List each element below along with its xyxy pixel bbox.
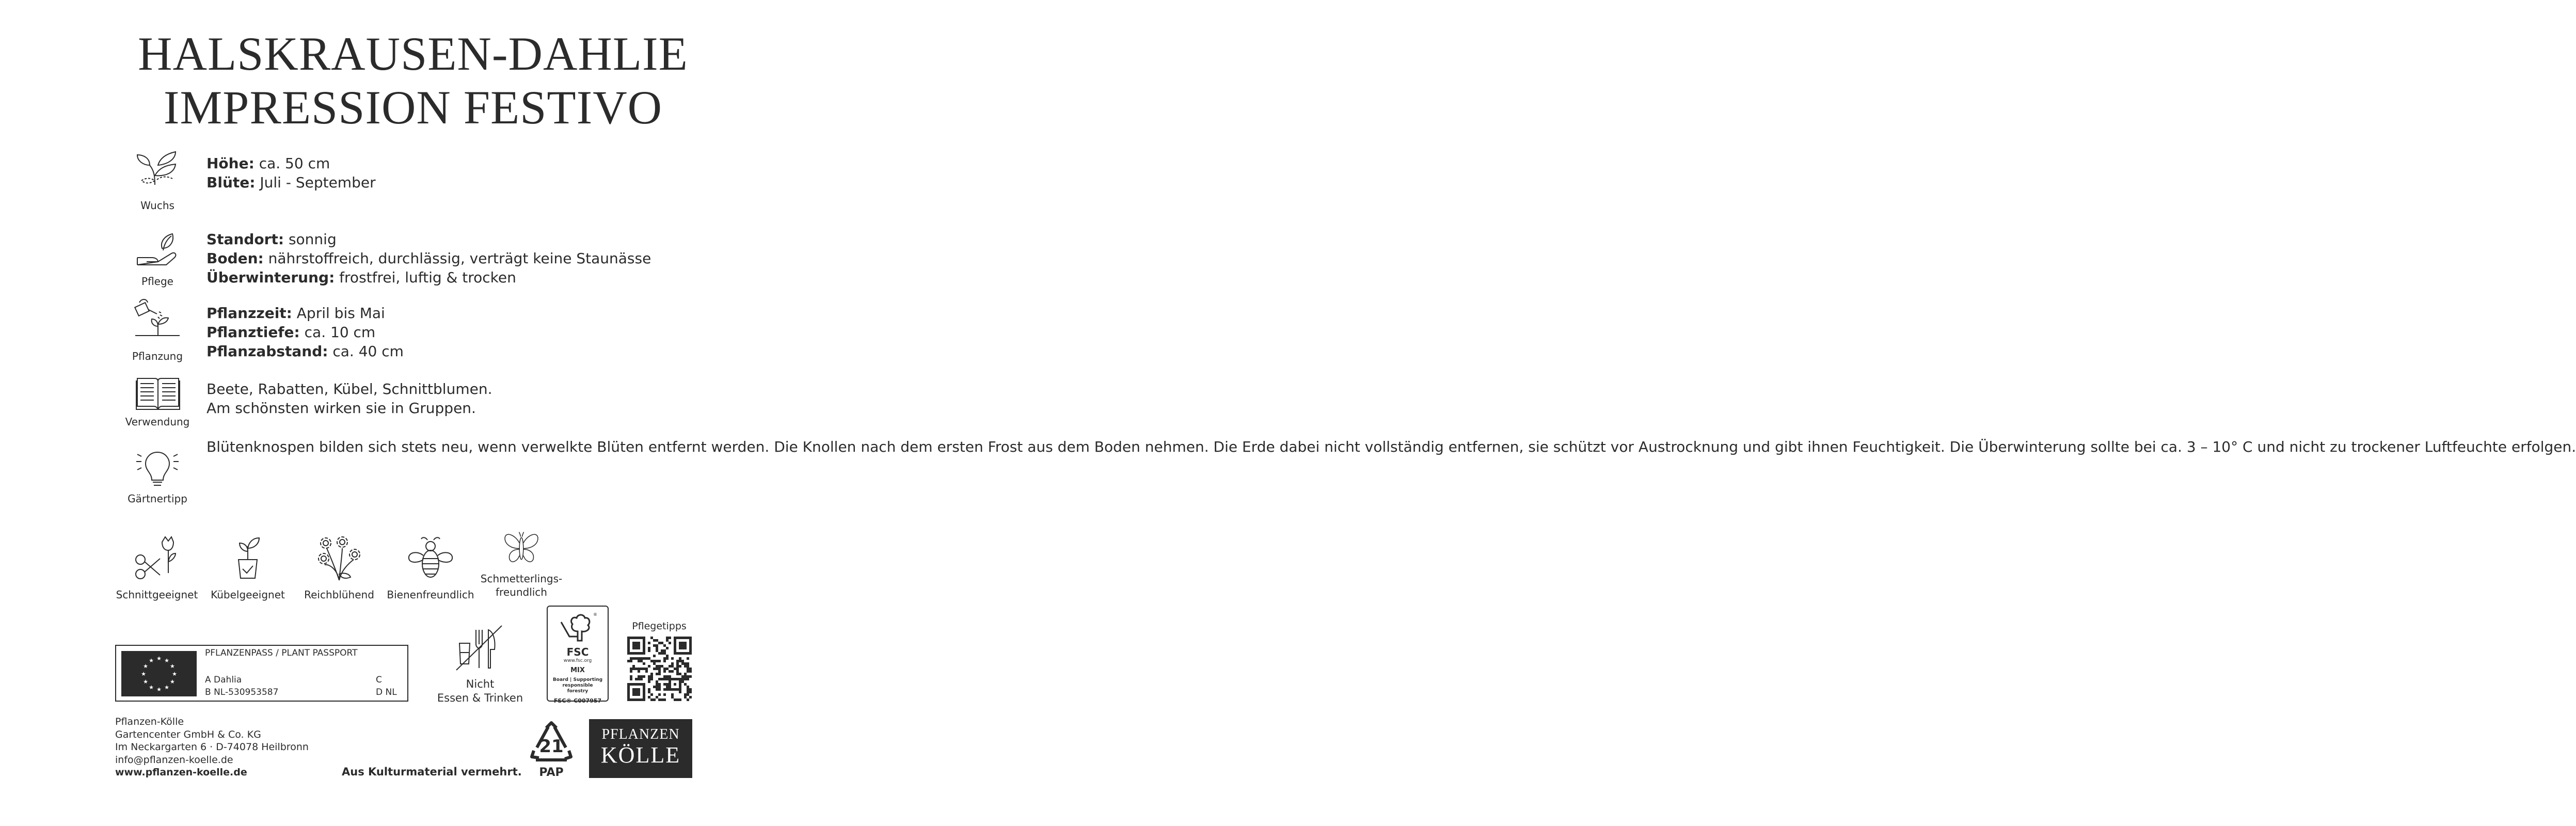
svg-text:®: ®	[593, 612, 597, 617]
feature-bienenfreundlich	[384, 533, 477, 601]
company-address	[115, 716, 309, 779]
eu-star: ★	[170, 678, 175, 685]
line-pflanztiefe: Pflanztiefe: ca. 10 cm	[206, 324, 376, 341]
passport-b: B NL-530953587	[205, 687, 279, 697]
label-wuchs: Wuchs	[140, 199, 174, 212]
logo-line-1: PFLANZEN	[601, 726, 680, 742]
butterfly-icon	[496, 530, 547, 569]
flowers-bouquet-icon	[313, 533, 365, 584]
feature-label-reich: Reichblühend	[304, 589, 374, 601]
line-pflanzzeit: Pflanzzeit: April bis Mai	[206, 305, 385, 322]
section-pflanzung	[119, 298, 712, 366]
qr-code[interactable]	[627, 637, 692, 701]
no-food-drink-label	[434, 677, 527, 705]
section-wuchs	[119, 150, 712, 217]
eu-star: ★	[170, 663, 175, 670]
fsc-tree-icon	[557, 611, 598, 647]
address-line-1: Pflanzen-Kölle	[115, 716, 184, 727]
address-line-3: Im Neckargarten 6 · D-74078 Heilbronn	[115, 741, 309, 753]
address-website[interactable]: www.pflanzen-koelle.de	[115, 767, 247, 778]
feature-schmetterlingsfreundlich	[475, 530, 568, 599]
passport-d: D NL	[376, 687, 397, 697]
text-pflanzung	[206, 304, 404, 361]
text-gaertnertipp: Blütenknospen bilden sich stets neu, wenn verwelkte Blüten entfernt werden. Die Knollen nach dem ersten Frost aus dem Boden nehmen. Die Erde dabei nicht vollständig entfernen, sie schützt vor Austrocknung und gibt ihnen Feuchtigkeit. Die Überwinterung sollte bei ca. 3 – 10° C und nicht zu trockener Luftfeuchte erfolgen.	[206, 438, 2576, 455]
passport-c: C	[376, 675, 382, 685]
text-pflege	[206, 230, 651, 287]
no-food-line-1: Nicht	[466, 678, 495, 690]
hand-leaf-icon	[134, 233, 181, 274]
pflanzen-koelle-logo	[589, 719, 692, 778]
recycling-code: PAP	[539, 766, 564, 779]
label-pflanzung: Pflanzung	[132, 350, 183, 362]
line-bluete: Blüte: Juli - September	[206, 174, 376, 191]
passport-a: A Dahlia	[205, 675, 242, 685]
text-wuchs	[206, 154, 376, 192]
recycling-number: 21	[539, 736, 564, 757]
eu-star: ★	[149, 657, 154, 664]
eu-star: ★	[156, 655, 162, 662]
eu-star: ★	[156, 686, 162, 693]
feature-label-kuebel: Kübelgeeignet	[211, 589, 285, 601]
open-book-icon	[134, 375, 181, 417]
line-ueberwinterung: Überwinterung: frostfrei, luftig & trocken	[206, 269, 516, 286]
eu-flag-icon	[121, 651, 197, 696]
logo-line-2: KÖLLE	[600, 742, 681, 768]
recycling-icon	[528, 721, 575, 781]
label-gaertnertipp: Gärtnertipp	[128, 493, 187, 505]
no-food-drink-icon	[454, 624, 504, 675]
passport-heading: PFLANZENPASS / PLANT PASSPORT	[205, 648, 358, 658]
product-title	[0, 27, 826, 134]
feature-schnittgeeignet	[110, 533, 203, 601]
line-hoehe: Höhe: ca. 50 cm	[206, 155, 330, 172]
eu-star: ★	[164, 657, 169, 664]
line-verwendung-1: Beete, Rabatten, Kübel, Schnittblumen.	[206, 380, 492, 398]
feature-reichbluehend	[293, 533, 386, 601]
culture-note: Aus Kulturmaterial vermehrt.	[342, 766, 522, 778]
line-verwendung-2: Am schönsten wirken sie in Gruppen.	[206, 400, 476, 417]
line-standort: Standort: sonnig	[206, 231, 337, 248]
feature-label-schnitt: Schnittgeeignet	[116, 589, 198, 601]
feature-label-schmetterling: Schmetterlings- freundlich	[480, 573, 563, 598]
fsc-code: FSC® C007957	[553, 697, 602, 704]
qr-label: Pflegetipps	[632, 621, 687, 632]
address-line-2: Gartencenter GmbH & Co. KG	[115, 728, 261, 740]
label-verwendung: Verwendung	[125, 416, 190, 428]
title-line-2: IMPRESSION FESTIVO	[163, 81, 663, 134]
seedling-leaves-icon	[134, 150, 181, 191]
eu-star: ★	[172, 671, 177, 677]
plant-passport	[115, 645, 408, 702]
title-line-1: HALSKRAUSEN-DAHLIE	[138, 27, 688, 80]
fsc-url: www.fsc.org	[563, 658, 592, 663]
fsc-label	[547, 606, 609, 702]
eu-star: ★	[149, 684, 154, 691]
no-food-line-2: Essen & Trinken	[437, 692, 523, 704]
lightbulb-icon	[134, 450, 181, 491]
section-gaertnertipp	[119, 438, 2576, 520]
fsc-mix: MIX	[570, 666, 585, 674]
eu-star: ★	[143, 678, 148, 685]
feature-label-bienen: Bienenfreundlich	[387, 589, 474, 601]
feature-kuebelgeeignet	[201, 533, 294, 601]
eu-star: ★	[143, 663, 148, 670]
line-pflanzabstand: Pflanzabstand: ca. 40 cm	[206, 343, 404, 360]
section-pflege	[119, 230, 712, 292]
bee-icon	[405, 533, 456, 584]
label-pflege: Pflege	[141, 275, 173, 288]
fsc-name: FSC	[566, 646, 589, 658]
eu-star: ★	[164, 684, 169, 691]
text-verwendung	[206, 379, 492, 418]
potted-plant-icon	[222, 533, 274, 584]
eu-star: ★	[141, 671, 146, 677]
fsc-desc: Board | Supporting responsible forestry	[552, 677, 603, 694]
section-verwendung	[119, 374, 712, 431]
scissors-tulip-icon	[131, 533, 183, 584]
address-email: info@pflanzen-koelle.de	[115, 754, 233, 766]
watering-can-sprout-icon	[134, 298, 181, 340]
line-boden: Boden: nährstoffreich, durchlässig, verträgt keine Staunässe	[206, 250, 651, 267]
